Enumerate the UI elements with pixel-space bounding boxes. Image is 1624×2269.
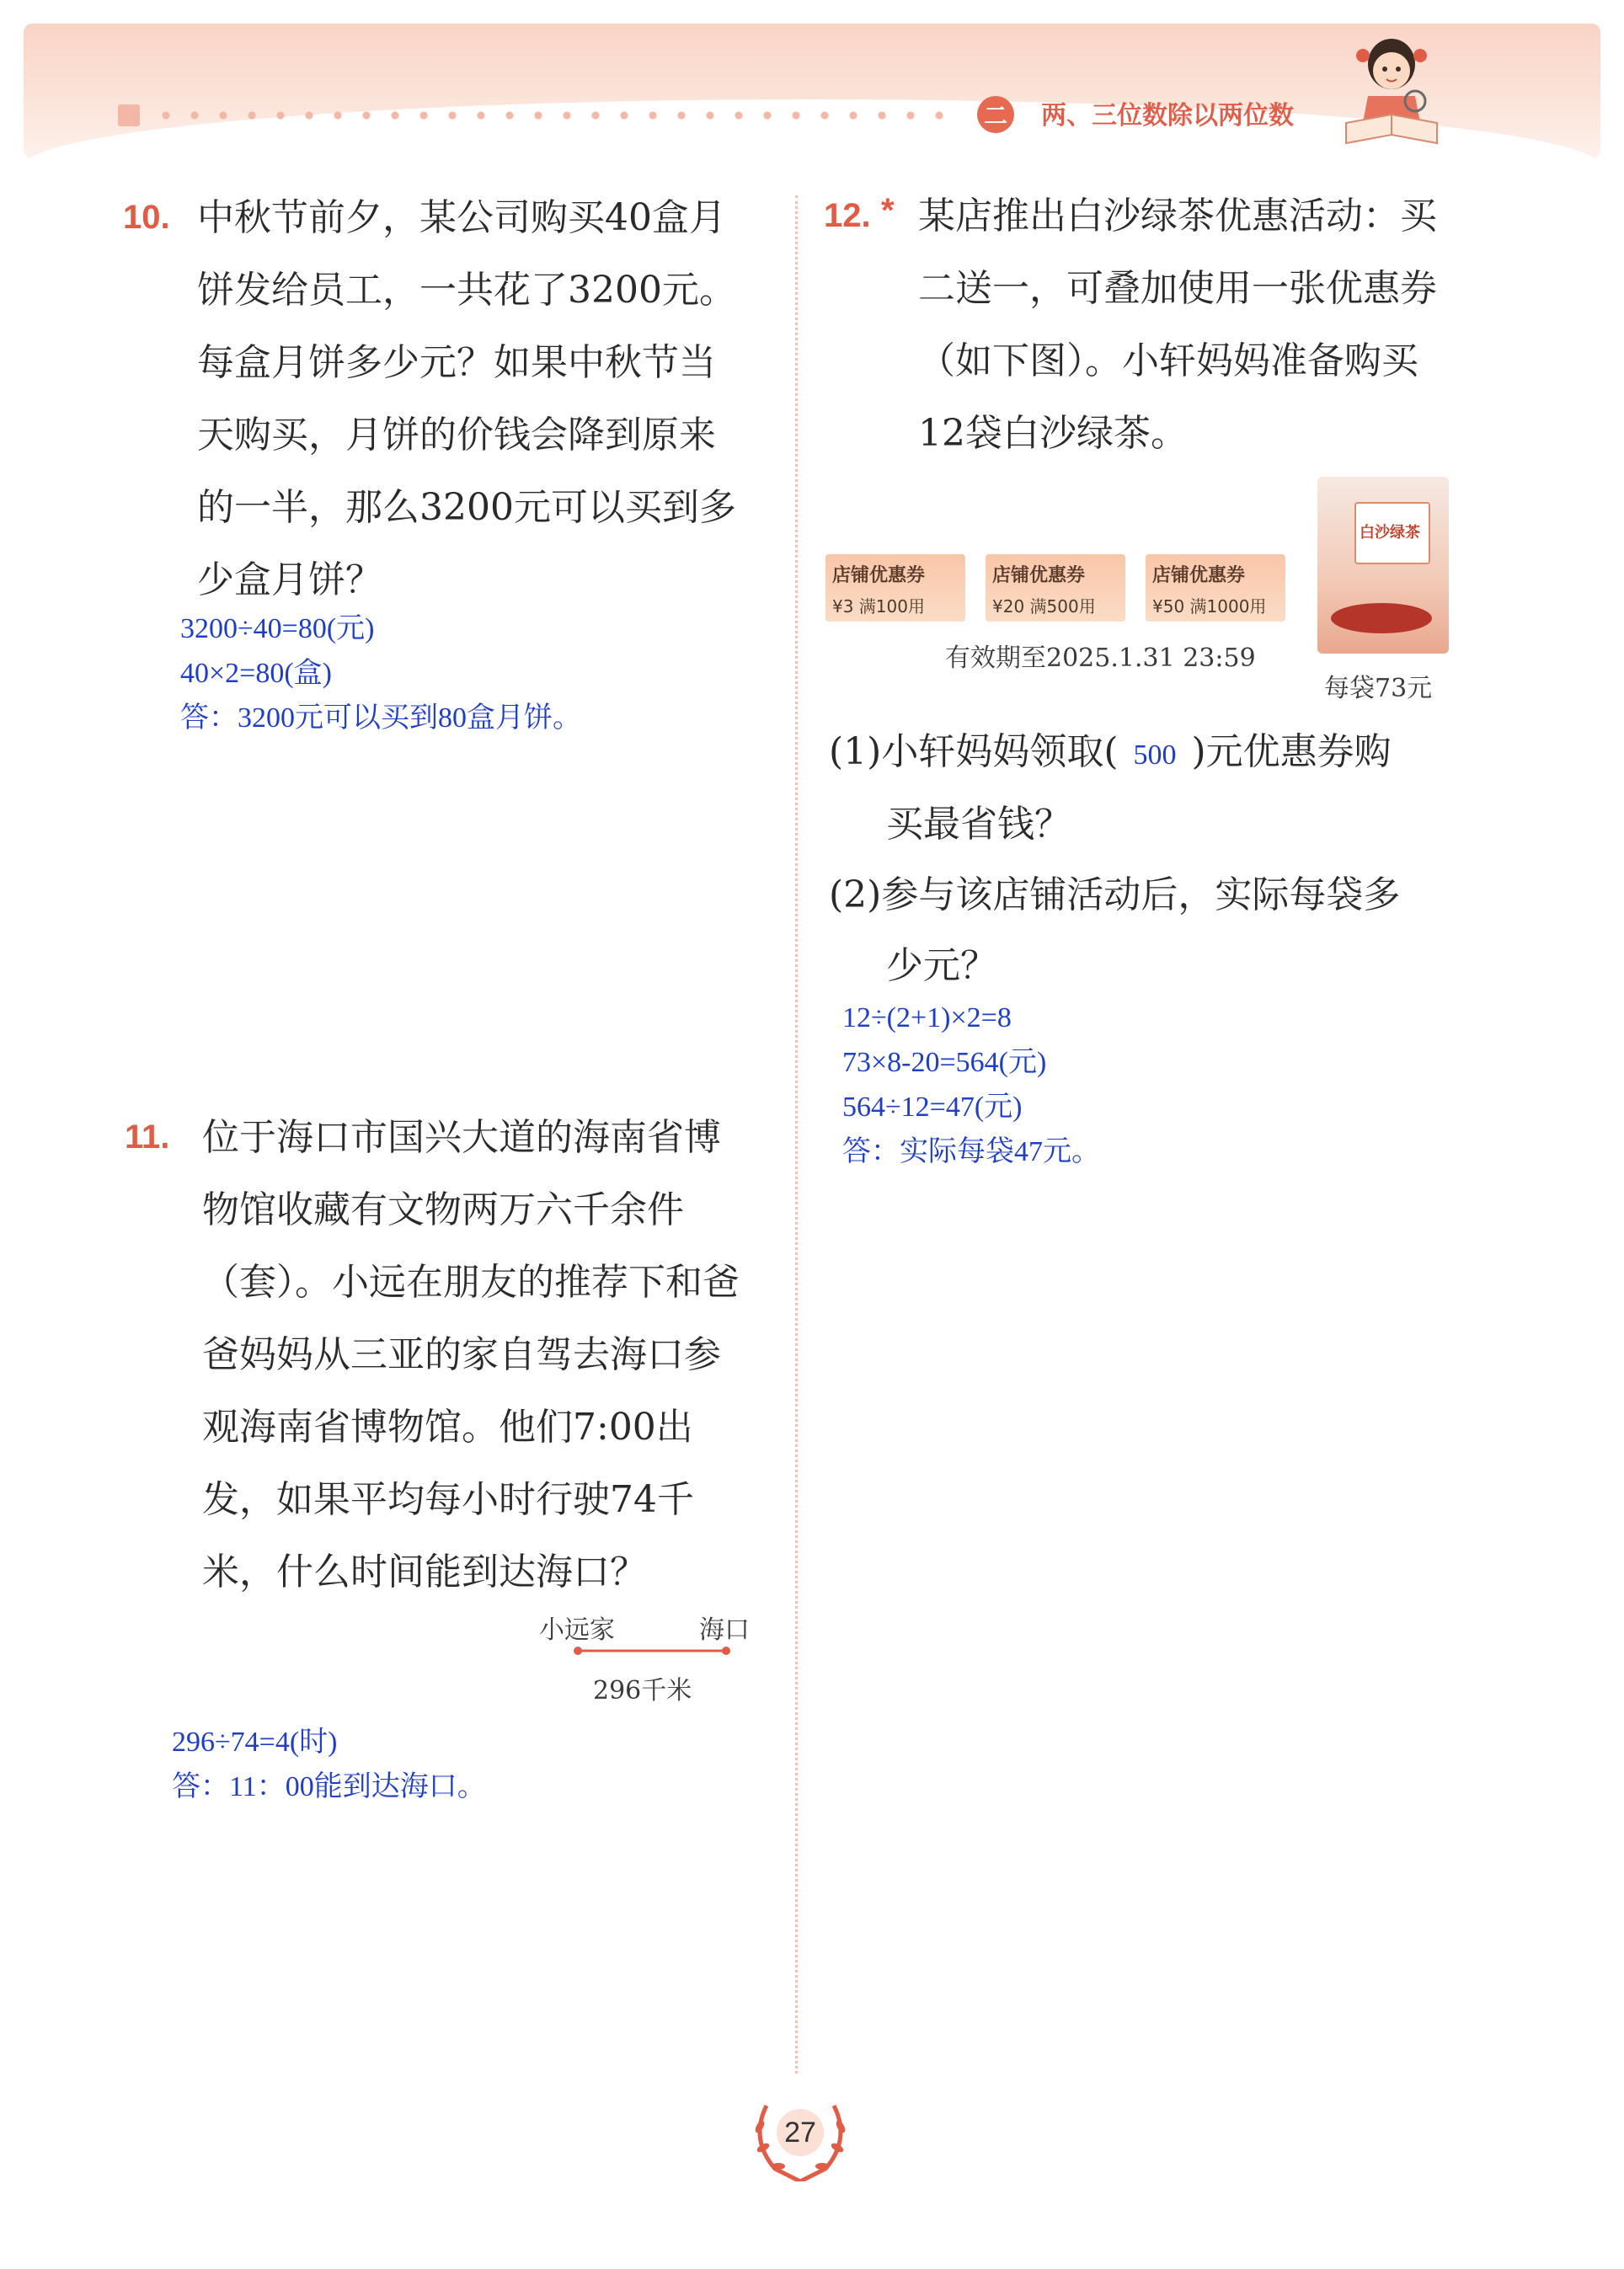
question-11-line: （套）。小远在朋友的推荐下和爸 bbox=[202, 1261, 740, 1304]
product-label: 白沙绿茶 bbox=[1360, 524, 1420, 542]
header-dots-decoration bbox=[152, 111, 960, 120]
question-12-line: 某店推出白沙绿茶优惠活动：买 bbox=[918, 195, 1437, 238]
question-12-text bbox=[918, 180, 1437, 470]
question-11-text bbox=[202, 1102, 740, 1609]
coupon-title: 店铺优惠券 bbox=[832, 565, 926, 586]
header-square-decoration bbox=[118, 104, 140, 126]
sub-question-2-line2: 少元？ bbox=[886, 944, 997, 987]
coupon-value: ¥20 满500用 bbox=[992, 596, 1096, 617]
diagram-distance-label: 296千米 bbox=[593, 1676, 692, 1706]
answer-line: 73×8-20=564(元) bbox=[842, 1047, 1047, 1078]
sub-question-1-suffix: )元优惠券购 bbox=[1191, 730, 1392, 773]
coupon-value: ¥50 满1000用 bbox=[1152, 596, 1267, 617]
diagram-end-label: 海口 bbox=[699, 1615, 750, 1645]
coupon-title: 店铺优惠券 bbox=[1152, 565, 1246, 586]
answer-blank: 500 bbox=[1133, 739, 1177, 771]
price-label: 每袋73元 bbox=[1324, 674, 1433, 703]
page-number: 27 bbox=[777, 2109, 824, 2156]
answer-line: 296÷74=4(时) bbox=[172, 1727, 338, 1758]
coupon-20 bbox=[986, 554, 1125, 622]
girl-reading-mascot-icon bbox=[1338, 30, 1447, 148]
question-12-star: * bbox=[881, 192, 895, 229]
question-12-line: 12袋白沙绿茶。 bbox=[918, 412, 1188, 455]
chapter-title: 两、三位数除以两位数 bbox=[1041, 101, 1294, 131]
answer-line: 3200÷40=80(元) bbox=[180, 613, 375, 644]
coupon-value: ¥3 满100用 bbox=[832, 596, 925, 617]
question-10-line: 中秋节前夕，某公司购买40盒月 bbox=[197, 196, 726, 239]
answer-line: 答：3200元可以买到80盒月饼。 bbox=[180, 702, 581, 734]
question-12-line: （如下图）。小轩妈妈准备购买 bbox=[918, 339, 1418, 382]
answer-line: 答：实际每袋47元。 bbox=[842, 1136, 1100, 1167]
question-10-text bbox=[197, 182, 736, 617]
question-10-line: 每盒月饼多少元？如果中秋节当 bbox=[197, 341, 716, 384]
question-11-line: 米，什么时间能到达海口？ bbox=[202, 1551, 647, 1594]
column-divider bbox=[795, 195, 798, 2074]
question-number-10: 10. bbox=[123, 199, 170, 236]
question-11-line: 爸妈妈从三亚的家自驾去海口参 bbox=[202, 1333, 721, 1376]
distance-line-diagram bbox=[573, 1642, 733, 1659]
answer-line: 40×2=80(盒) bbox=[180, 658, 332, 689]
sub-question-1-line2: 买最省钱？ bbox=[886, 803, 1071, 846]
question-11-line: 物馆收藏有文物两万六千余件 bbox=[202, 1188, 684, 1231]
answer-line: 564÷12=47(元) bbox=[842, 1092, 1023, 1123]
question-11-line: 位于海口市国兴大道的海南省博 bbox=[202, 1116, 721, 1159]
coupon-3 bbox=[825, 554, 965, 622]
question-10-line: 天购买，月饼的价钱会降到原来 bbox=[197, 414, 716, 456]
coupon-50 bbox=[1146, 554, 1285, 622]
question-10-line: 饼发给员工，一共花了3200元。 bbox=[197, 269, 736, 312]
answer-line: 12÷(2+1)×2=8 bbox=[842, 1002, 1012, 1033]
question-11-line: 发，如果平均每小时行驶74千 bbox=[202, 1478, 694, 1521]
coupon-title: 店铺优惠券 bbox=[992, 565, 1086, 586]
question-11-line: 观海南省博物馆。他们7:00出 bbox=[202, 1406, 693, 1449]
tea-package-image bbox=[1317, 477, 1449, 654]
diagram-start-label: 小远家 bbox=[539, 1615, 615, 1645]
sub-question-1 bbox=[829, 716, 1392, 792]
question-10-line: 的一半，那么3200元可以买到多 bbox=[197, 486, 736, 529]
question-12-answer bbox=[842, 996, 1100, 1174]
question-10-line: 少盒月饼？ bbox=[197, 558, 382, 601]
question-12-line: 二送一，可叠加使用一张优惠券 bbox=[918, 267, 1437, 310]
answer-line: 答：11：00能到达海口。 bbox=[172, 1771, 486, 1802]
question-number-11: 11. bbox=[125, 1118, 170, 1156]
coupon-validity: 有效期至2025.1.31 23:59 bbox=[945, 643, 1256, 673]
question-11-answer bbox=[172, 1720, 486, 1809]
question-10-answer bbox=[180, 606, 581, 740]
sub-question-1-prefix: (1)小轩妈妈领取( bbox=[829, 730, 1119, 773]
chapter-number-badge: 二 bbox=[977, 96, 1014, 133]
sub-question-2-line1: (2)参与该店铺活动后，实际每袋多 bbox=[829, 873, 1401, 916]
question-number-12: 12. bbox=[824, 197, 871, 234]
